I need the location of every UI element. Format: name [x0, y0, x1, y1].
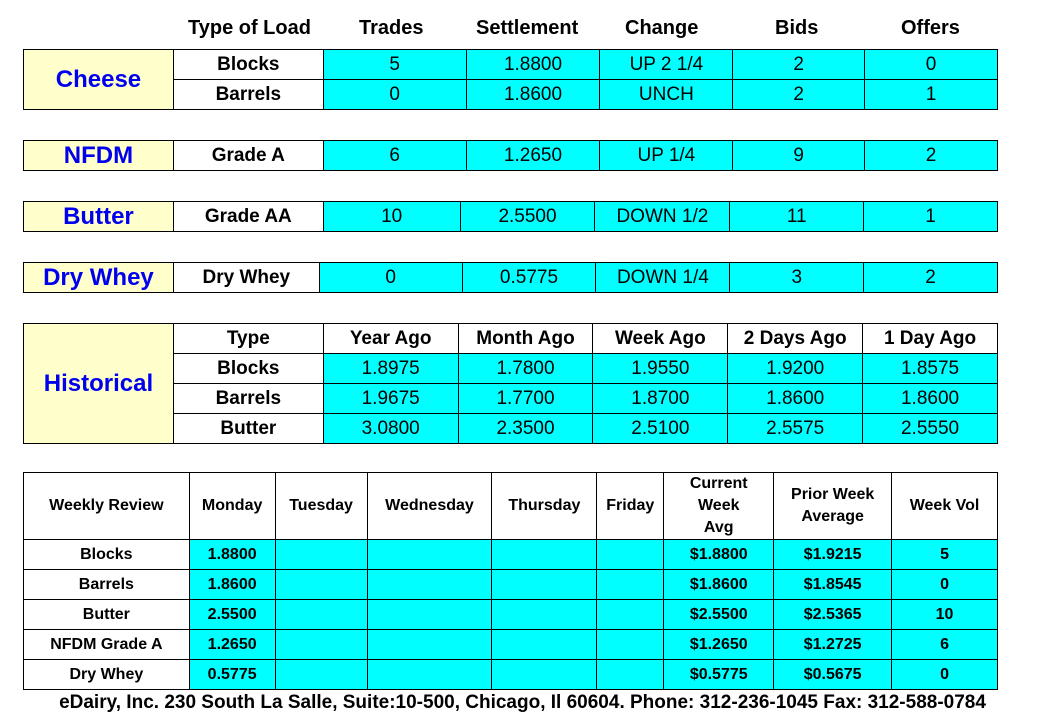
- weekly-current-avg: $2.5500: [664, 600, 774, 630]
- historical-value: 2.5100: [593, 414, 728, 444]
- historical-header-2-days-ago: 2 Days Ago: [728, 324, 863, 354]
- header-offers: Offers: [901, 17, 960, 39]
- historical-value: 1.7700: [458, 384, 593, 414]
- cheese-label: Cheese: [24, 50, 174, 110]
- weekly-thursday: [492, 570, 597, 600]
- historical-value: 1.9675: [323, 384, 458, 414]
- weekly-header-current-week-avg: Current Week Avg: [664, 473, 774, 540]
- weekly-prior-avg: $1.8545: [774, 570, 892, 600]
- historical-header-1-day-ago: 1 Day Ago: [863, 324, 998, 354]
- historical-value: 3.0800: [323, 414, 458, 444]
- weekly-monday: 2.5500: [189, 600, 275, 630]
- weekly-tuesday: [275, 540, 367, 570]
- historical-value: 2.5575: [728, 414, 863, 444]
- weekly-current-avg: $1.8600: [664, 570, 774, 600]
- weekly-current-avg: $1.2650: [664, 630, 774, 660]
- historical-header-type: Type: [173, 324, 323, 354]
- weekly-monday: 1.8600: [189, 570, 275, 600]
- weekly-header-monday: Monday: [189, 473, 275, 540]
- historical-header-week-ago: Week Ago: [593, 324, 728, 354]
- weekly-tuesday: [275, 600, 367, 630]
- weekly-product: Butter: [24, 600, 190, 630]
- weekly-monday: 1.8800: [189, 540, 275, 570]
- weekly-friday: [597, 630, 664, 660]
- butter-bids: 11: [730, 202, 864, 232]
- weekly-header-wednesday: Wednesday: [367, 473, 492, 540]
- historical-value: 1.8575: [863, 354, 998, 384]
- historical-value: 2.3500: [458, 414, 593, 444]
- historical-value: 1.8600: [863, 384, 998, 414]
- historical-value: 2.5550: [863, 414, 998, 444]
- weekly-header-weekly-review: Weekly Review: [24, 473, 190, 540]
- butter-settlement: 2.5500: [460, 202, 595, 232]
- drywhey-load: Dry Whey: [173, 263, 319, 293]
- drywhey-settlement: 0.5775: [462, 263, 596, 293]
- weekly-product: Barrels: [24, 570, 190, 600]
- header-bids: Bids: [775, 17, 819, 39]
- drywhey-bids: 3: [730, 263, 864, 293]
- historical-type: Blocks: [173, 354, 323, 384]
- weekly-volume: 10: [892, 600, 998, 630]
- cheese-blocks-settlement: 1.8800: [466, 50, 600, 80]
- weekly-prior-avg: $0.5675: [774, 660, 892, 690]
- historical-type: Butter: [173, 414, 323, 444]
- weekly-header-week-vol: Week Vol: [892, 473, 998, 540]
- butter-label: Butter: [24, 202, 174, 232]
- weekly-current-avg: $1.8800: [664, 540, 774, 570]
- weekly-current-avg: $0.5775: [664, 660, 774, 690]
- weekly-prior-avg: $1.2725: [774, 630, 892, 660]
- historical-header-month-ago: Month Ago: [458, 324, 593, 354]
- weekly-volume: 0: [892, 660, 998, 690]
- cheese-barrels-bids: 2: [733, 80, 865, 110]
- cheese-barrels-trades: 0: [323, 80, 466, 110]
- weekly-volume: 5: [892, 540, 998, 570]
- weekly-header-prior-week-average: Prior Week Average: [774, 473, 892, 540]
- historical-value: 1.9200: [728, 354, 863, 384]
- historical-value: 1.7800: [458, 354, 593, 384]
- weekly-prior-avg: $2.5365: [774, 600, 892, 630]
- header-settlement: Settlement: [476, 17, 579, 39]
- weekly-product: Blocks: [24, 540, 190, 570]
- cheese-barrels-offers: 1: [865, 80, 998, 110]
- cheese-blocks-change: UP 2 1/4: [600, 50, 733, 80]
- weekly-thursday: [492, 540, 597, 570]
- butter-offers: 1: [864, 202, 998, 232]
- weekly-wednesday: [367, 540, 492, 570]
- nfdm-trades: 6: [323, 141, 466, 171]
- weekly-row: [24, 630, 998, 660]
- historical-value: 1.8700: [593, 384, 728, 414]
- weekly-friday: [597, 540, 664, 570]
- cheese-blocks-load: Blocks: [173, 50, 323, 80]
- cheese-blocks-offers: 0: [865, 50, 998, 80]
- header-trades: Trades: [359, 17, 424, 39]
- weekly-wednesday: [367, 570, 492, 600]
- historical-value: 1.9550: [593, 354, 728, 384]
- nfdm-change: UP 1/4: [600, 141, 733, 171]
- header-change: Change: [625, 17, 699, 39]
- weekly-wednesday: [367, 600, 492, 630]
- weekly-header-tuesday: Tuesday: [275, 473, 367, 540]
- weekly-tuesday: [275, 630, 367, 660]
- weekly-row: [24, 600, 998, 630]
- historical-label: Historical: [24, 324, 174, 444]
- nfdm-load: Grade A: [173, 141, 323, 171]
- drywhey-label: Dry Whey: [24, 263, 174, 293]
- nfdm-table: [23, 140, 998, 171]
- cheese-blocks-trades: 5: [323, 50, 466, 80]
- drywhey-change: DOWN 1/4: [596, 263, 730, 293]
- weekly-friday: [597, 600, 664, 630]
- weekly-friday: [597, 660, 664, 690]
- weekly-row: [24, 660, 998, 690]
- nfdm-settlement: 1.2650: [466, 141, 600, 171]
- weekly-thursday: [492, 600, 597, 630]
- historical-table: [23, 323, 998, 444]
- cheese-blocks-bids: 2: [733, 50, 865, 80]
- butter-table: [23, 201, 998, 232]
- butter-trades: 10: [323, 202, 460, 232]
- weekly-review-table: [23, 472, 998, 690]
- weekly-wednesday: [367, 630, 492, 660]
- weekly-tuesday: [275, 570, 367, 600]
- weekly-product: Dry Whey: [24, 660, 190, 690]
- weekly-tuesday: [275, 660, 367, 690]
- cheese-barrels-load: Barrels: [173, 80, 323, 110]
- header-type-of-load: Type of Load: [188, 17, 311, 39]
- weekly-wednesday: [367, 660, 492, 690]
- historical-type: Barrels: [173, 384, 323, 414]
- weekly-header-friday: Friday: [597, 473, 664, 540]
- drywhey-offers: 2: [864, 263, 998, 293]
- weekly-row: [24, 540, 998, 570]
- historical-value: 1.8600: [728, 384, 863, 414]
- weekly-prior-avg: $1.9215: [774, 540, 892, 570]
- weekly-volume: 0: [892, 570, 998, 600]
- butter-load: Grade AA: [173, 202, 323, 232]
- nfdm-label: NFDM: [24, 141, 174, 171]
- drywhey-table: [23, 262, 998, 293]
- weekly-thursday: [492, 660, 597, 690]
- drywhey-trades: 0: [319, 263, 462, 293]
- nfdm-bids: 9: [733, 141, 865, 171]
- weekly-friday: [597, 570, 664, 600]
- cheese-barrels-change: UNCH: [600, 80, 733, 110]
- weekly-monday: 0.5775: [189, 660, 275, 690]
- weekly-monday: 1.2650: [189, 630, 275, 660]
- historical-value: 1.8975: [323, 354, 458, 384]
- historical-header-year-ago: Year Ago: [323, 324, 458, 354]
- weekly-product: NFDM Grade A: [24, 630, 190, 660]
- cheese-barrels-settlement: 1.8600: [466, 80, 600, 110]
- nfdm-offers: 2: [865, 141, 998, 171]
- cheese-table: [23, 49, 998, 110]
- weekly-thursday: [492, 630, 597, 660]
- weekly-volume: 6: [892, 630, 998, 660]
- footer-contact-info: eDairy, Inc. 230 South La Salle, Suite:10-500, Chicago, Il 60604. Phone: 312-236-1045 Fax: 312-588-0784: [59, 692, 986, 713]
- weekly-header-thursday: Thursday: [492, 473, 597, 540]
- weekly-row: [24, 570, 998, 600]
- butter-change: DOWN 1/2: [595, 202, 730, 232]
